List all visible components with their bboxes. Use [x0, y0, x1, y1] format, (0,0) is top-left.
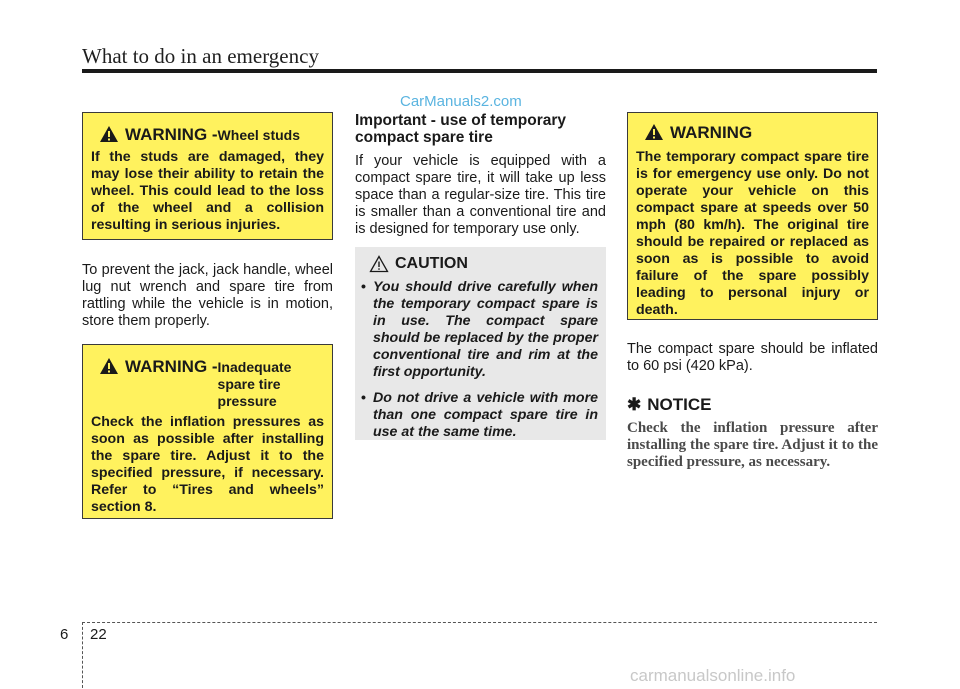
section-title [355, 112, 606, 146]
caution-item-text: Do not drive a vehicle with more than one compact spare tire in use at the same time. [373, 390, 598, 440]
footer-site-watermark: carmanualsonline.info [630, 666, 796, 685]
caution-list [361, 279, 598, 441]
warning-box-title [644, 123, 869, 143]
header-rule [82, 69, 877, 73]
inflation-paragraph: The compact spare should be inflated to 60 psi (420 kPa). [627, 341, 878, 374]
warning-box-title [99, 357, 324, 410]
bullet-icon: • [361, 390, 366, 406]
warning-triangle-icon [644, 123, 664, 141]
section-title-line: Important - use of temporary [355, 112, 566, 129]
caution-triangle-icon [369, 255, 389, 273]
bullet-icon: • [361, 279, 366, 295]
caution-item [361, 279, 598, 381]
notice-title [627, 395, 711, 415]
warning-box-title [99, 125, 324, 145]
warning-subtitle [218, 359, 292, 410]
footer-rule [82, 622, 877, 623]
warning-triangle-icon [99, 357, 119, 375]
warning-triangle-icon [99, 125, 119, 143]
chapter-number: 6 [60, 626, 69, 643]
warning-subtitle-line: Inadequate [217, 359, 292, 375]
warning-box-wheel-studs [82, 112, 333, 240]
spare-tire-paragraph: If your vehicle is equipped with a compact spare tire, it will take up less space than a regular-size tire. This tire is smaller than a conventional tire and is designed for temporary use only. [355, 153, 606, 237]
caution-item [361, 390, 598, 441]
caution-box [355, 247, 606, 440]
watermark-text: CarManuals2.com [400, 93, 522, 110]
caution-item-text: You should drive carefully when the temporary compact spare is in use. The compact spare should be replaced by the proper conventional tire and rim at the first opportunity. [373, 279, 598, 380]
warning-box-compact-spare [627, 112, 878, 320]
notice-body: Check the inflation pressure after installing the spare tire. Adjust it to the specified pressure, as necessary. [627, 420, 878, 470]
warning-label: WARNING - [125, 125, 218, 144]
notice-star-icon: ✱ [627, 395, 642, 414]
caution-label: CAUTION [395, 255, 468, 272]
storage-paragraph: To prevent the jack, jack handle, wheel lug nut wrench and spare tire from rattling while the vehicle is in motion, store them properly. [82, 262, 333, 329]
footer-divider [82, 622, 83, 688]
warning-label: WARNING [670, 123, 753, 142]
page-number: 22 [90, 626, 107, 643]
warning-box-spare-pressure [82, 344, 333, 519]
notice-label: NOTICE [647, 395, 712, 414]
page-header-title: What to do in an emergency [82, 44, 319, 68]
warning-subtitle-line: spare tire [217, 376, 281, 392]
warning-subtitle: Wheel studs [217, 127, 301, 143]
warning-label: WARNING - [125, 357, 218, 376]
warning-body: The temporary compact spare tire is for emergency use only. Do not operate your vehicle on this compact spare at speeds over 50 mph (80 km/h). The original tire should be repaired or replaced as soon as is possible to avoid failure of the spare possibly leading to personal injury or death. [636, 149, 869, 318]
warning-body: Check the inflation pressures as soon as possible after installing the spare tire. Adjust it to the specified pressure, if necessary. Refer to “Tires and wheels” section 8. [91, 414, 324, 515]
section-title-line: compact spare tire [355, 129, 493, 146]
warning-body: If the studs are damaged, they may lose their ability to retain the wheel. This could lead to the loss of the wheel and a collision resulting in serious injuries. [91, 149, 324, 233]
warning-subtitle-line: pressure [217, 393, 277, 409]
caution-box-title [369, 255, 598, 273]
